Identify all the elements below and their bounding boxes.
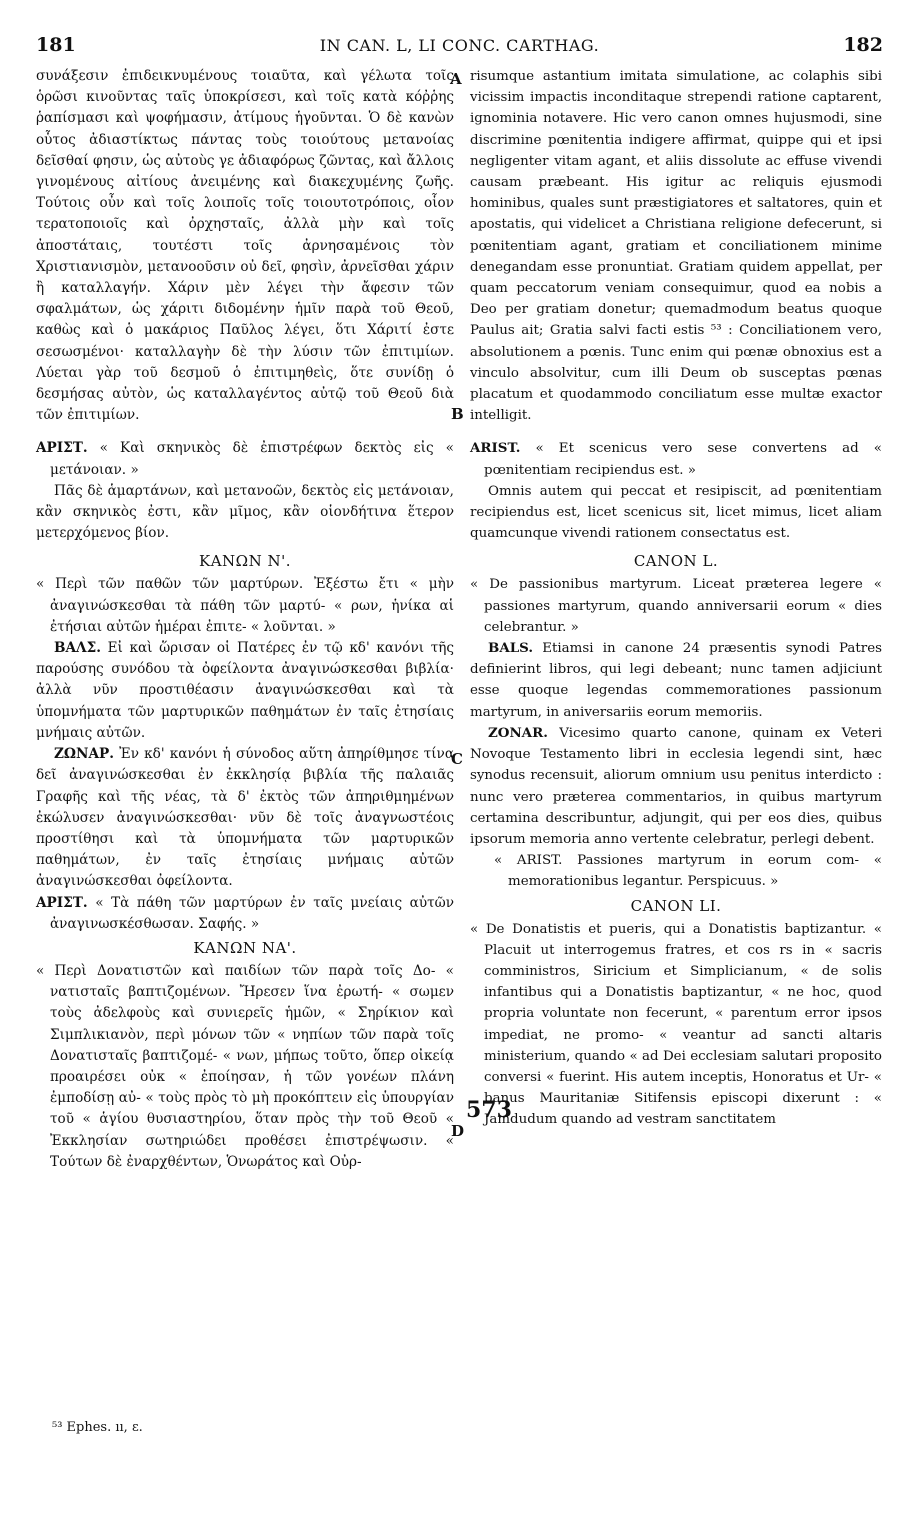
- latin-canon-51-title: CANON LI.: [630, 896, 722, 915]
- latin-commentary-paragraph: risumque astantium imitata simulatione, ac colaphis sibi vicissim impactis inconditaque strependi ratione captarent, ignominia notavere. Hic vero canon omnes hujusmodi, sine discrimine pœnitentia indigere affirmat, quippe qui et ipsi negligenter vitam agant, et aliis dissolute ac effuse vivendi causam præbeant. His igitur ac reliquis ejusmodi hominibus, quales sunt præstigiatores et saltatores, quin et apostatis, qui videlicet a Christiana religione defecerunt, si pœnitentiam agant, gratiam et conciliationem minime denegandam esse pronuntiat. Gratiam quidem appellat, per quam peccatorum veniam consequimur, quod ea nobis a Deo per gratiam donetur; quemadmodum beatus quoque Paulus ait; Gratia salvi facti estis ⁵³ : Conciliationem vero, absolutionem a pœnis. Tunc enim qui pœnæ obnoxius est a vinculo absolvitur, cum illi Deum ob susceptas pœnas placatum et quodammodo conciliatum esse multæ exactor intelligit.: [470, 69, 882, 424]
- latin-column: [470, 66, 882, 1131]
- greek-bals-commentary: [36, 638, 454, 744]
- greek-arist2-text: « Τὰ πάθη τῶν μαρτύρων ἐν ταῖς μνείαις αὐτῶν ἀναγινωσκέσθωσαν. Σαφής. »: [50, 894, 454, 932]
- latin-canon-51-text: « De Donatistis et pueris, qui a Donatistis baptizantur. « Placuit ut interrogemus fratres, et cos rs in « sacris comministros, Siricium et Simplicianum, « de solis infantibus qui a Donatistis baptizantur, « ne hoc, quod propria voluntate non fecerunt, « parentum error ipsos impediat, ne promo- « veantur ad sancti altaris ministerium, quando « ad Dei ecclesiam salutari proposito conversi « fuerint. His autem inceptis, Honoratus et Ur- « banus Mauritaniæ Sitifensis episcopi dixerunt : « Jamdudum quando ad vestram sanctitatem: [470, 921, 882, 1128]
- greek-canon-51-title: ΚΑΝΩΝ ΝΑ'.: [193, 938, 297, 957]
- greek-bals-label: ΒΑΛΣ.: [54, 640, 101, 657]
- margin-letter-b: B: [451, 405, 464, 423]
- greek-arist-label: ΑΡΙΣΤ.: [36, 440, 88, 457]
- greek-arist-quote-text: « Καὶ σκηνικὸς δὲ ἐπιστρέφων δεκτὸς εἰς « μετάνοιαν. »: [50, 440, 454, 478]
- latin-arist-quote-text: « Et scenicus vero sese convertens ad « pœnitentiam recipiendus est. »: [484, 441, 882, 478]
- latin-arist-commentary: Omnis autem qui peccat et resipiscit, ad pœnitentiam recipiendus est, licet scenicus sit, licet mimus, licet aliam quamcunque vivendi rationem consectatus est.: [470, 483, 882, 542]
- greek-zonar-text: Ἐν κδ' κανόνι ἡ σύνοδος αὕτη ἀπηρίθμησε τίνα δεῖ ἀναγινώσκεσθαι ἐν ἐκκλησίᾳ βιβλία τῆς παλαιᾶς Γραφῆς καὶ τῆς νέας, τὰ δ' ἐκτὸς τῶν ἀπηριθμημένων ἐκώλυσεν ἀναγινώσκεσθαι· νῦν δὲ τοῖς ἀναγνωστέοις προστίθησι καὶ τὰ ὑπομνήματα τῶν μαρτυρικῶν παθημάτων, ἐν ταῖς ἐτησίαις μνήμαις αὐτῶν ἀναγινώσκεσθαι ὀφείλοντα.: [36, 746, 454, 890]
- margin-letter-a: A: [450, 70, 462, 88]
- greek-arist2-label: ΑΡΙΣΤ.: [36, 894, 88, 911]
- greek-zonar-commentary: [36, 744, 454, 892]
- greek-commentary-paragraph: συνάξεσιν ἐπιδεικνυμένους τοιαῦτα, καὶ γέλωτα τοῖς ὁρῶσι κινοῦντας ταῖς ὑποκρίσεσι, καὶ τοῖς κατὰ κόῤῥης ῥαπίσμασι καὶ ψοφήμασιν, ἀτίμους ἡγοῦνται. Ὁ δὲ κανὼν οὗτος ἀδιαστίκτως πάντας τοὺς τοιούτους μετανοίας δεῖσθαί φησιν, ὡς αὐτοὺς γε ἀδιαφόρως ζῶντας, καὶ ἄλλοις γινομένους αἰτίους ἀνειμένης καὶ διακεχυμένης ζωῆς. Τούτοις οὖν καὶ τοῖς λοιποῖς τοῖς τοιουτοτρόποις, οἷον τερατοποιοῖς καὶ ὀρχησταῖς, ἀλλὰ μὴν καὶ τοῖς ἀποστάταις, τουτέστι τοῖς ἀρνησαμένοις τὸν Χριστιανισμὸν, μετανοοῦσιν οὐ δεῖ, φησὶν, ἀρνεῖσθαι χάριν ἢ καταλλαγήν. Χάριν μὲν λέγει τὴν ἄφεσιν τῶν σφαλμάτων, ὡς χάριτι διδομένην ἡμῖν παρὰ τοῦ Θεοῦ, καθὼς καὶ ὁ μακάριος Παῦλος λέγει, ὅτι Χάριτί ἐστε σεσωσμένοι· καταλλαγὴν δὲ τὴν λύσιν τῶν ἐπιτιμίων. Λύεται γὰρ τοῦ δεσμοῦ ὁ ἐπιτιμηθεὶς, ὅτε συνίδῃ ὁ δεσμήσας αὐτὸν, ὡς καταλλαγέντος αὐτῷ τοῦ Θεοῦ διὰ τῶν ἐπιτιμίων.: [36, 68, 454, 424]
- latin-zonar-label: ZONAR.: [488, 724, 548, 741]
- greek-arist-commentary: Πᾶς δὲ ἁμαρτάνων, καὶ μετανοῶν, δεκτὸς εἰς μετάνοιαν, κἂν σκηνικὸς ἐστι, κἂν μῖμος, κἂν οἱονδήτινα ἕτερον μετερχόμενος βίον.: [36, 482, 454, 542]
- margin-letter-c: C: [451, 750, 463, 768]
- right-page-number: 182: [843, 34, 883, 56]
- left-page-number: 181: [36, 34, 76, 56]
- greek-zonar-label: ΖΩΝΑΡ.: [54, 746, 114, 763]
- greek-canon-51-text: « Περὶ Δονατιστῶν καὶ παιδίων τῶν παρὰ τοῖς Δο- « νατισταῖς βαπτιζομένων. Ἤρεσεν ἵνα ἐρωτή- « σωμεν τοὺς ἀδελφοὺς καὶ συνιερεῖς ἡμῶν, « Σηρίκιον καὶ Σιμπλικιανὸν, περὶ μόνων τῶν « νηπίων τῶν παρὰ τοῖς Δονατισταῖς βαπτιζομέ- « νων, μήπως τοῦτο, ὅπερ οἰκείᾳ προαιρέσει οὐκ « ἐποίησαν, ἡ τῶν γονέων πλάνη ἐμποδίσῃ αὐ- « τοὺς πρὸς τὸ μὴ προκόπτειν εἰς ὑπουργίαν τοῦ « ἁγίου θυσιαστηρίου, ὅταν πρὸς τὴν τοῦ Θεοῦ « Ἐκκλησίαν σωτηριώδει προθέσει ἐπιστρέψωσιν. « Τούτων δὲ ἐναρχθέντων, Ὁνωράτος καὶ Οὐρ-: [36, 962, 454, 1170]
- latin-arist-label: ARIST.: [470, 440, 521, 457]
- latin-zonar-text: Vicesimo quarto canone, quinam ex Veteri Novoque Testamento libri in ecclesia legendi sint, hæc synodus recensuit, aliorum omnium usu penitus interdicto : nunc vero præterea commentarios, in quibus martyrum certamina describuntur, adjungit, qui per eos dies, quibus ipsorum memoria anno vertente celebratur, perlegi debent.: [470, 725, 882, 847]
- latin-bals-commentary: [470, 638, 882, 723]
- latin-arist-quote: [470, 438, 882, 480]
- greek-canon-50-text: « Περὶ τῶν παθῶν τῶν μαρτύρων. Ἐξέστω ἔτι « μὴν ἀναγινώσκεσθαι τὰ πάθη τῶν μαρτύ- « ρων, ἡνίκα αἱ ἐτήσιαι αὐτῶν ἡμέραι ἐπιτε- « λοῦνται. »: [36, 576, 454, 635]
- footnote: ⁵³ Ephes. ıı, ɛ.: [52, 1420, 143, 1435]
- latin-zonar-commentary: [470, 723, 882, 850]
- greek-column: [36, 66, 454, 1173]
- greek-canon-50-title: ΚΑΝΩΝ Ν'.: [198, 552, 291, 571]
- latin-canon-50-title: CANON L.: [633, 552, 719, 571]
- latin-canon-50-text: « De passionibus martyrum. Liceat præterea legere « passiones martyrum, quando anniversarii eorum « dies celebrantur. »: [470, 577, 882, 635]
- margin-letter-d: D: [451, 1122, 465, 1140]
- greek-arist-quote: [36, 438, 454, 480]
- column-number: 573: [466, 1097, 512, 1123]
- greek-arist2-quote: [36, 893, 454, 935]
- running-title: IN CAN. L, LI CONC. CARTHAG.: [319, 36, 600, 55]
- greek-bals-text: Εἰ καὶ ὥρισαν οἱ Πατέρες ἐν τῷ κδ' κανόνι τῆς παρούσης συνόδου τὰ ὀφείλοντα ἀναγινώσκεσθαι βιβλία· ἀλλὰ νῦν προστιθέασιν ἀναγινώσκεσθαι καὶ τὰ ὑπομνήματα τῶν μαρτυρικῶν παθημάτων ἐν ταῖς ἐτησίαις μνήμαις αὐτῶν.: [36, 640, 454, 741]
- latin-bals-label: BALS.: [488, 640, 533, 657]
- latin-bals-text: Etiamsi in canone 24 præsentis synodi Patres definierint libros, qui legi debeant; nunc tamen adjiciunt esse quoque legendas commemorationes passionum martyrum, in aniversariis eorum memoriis.: [470, 641, 882, 720]
- running-header: [36, 34, 883, 60]
- latin-arist2-quote: « ARIST. Passiones martyrum in eorum com- « memorationibus legantur. Perspicuus. »: [494, 853, 882, 890]
